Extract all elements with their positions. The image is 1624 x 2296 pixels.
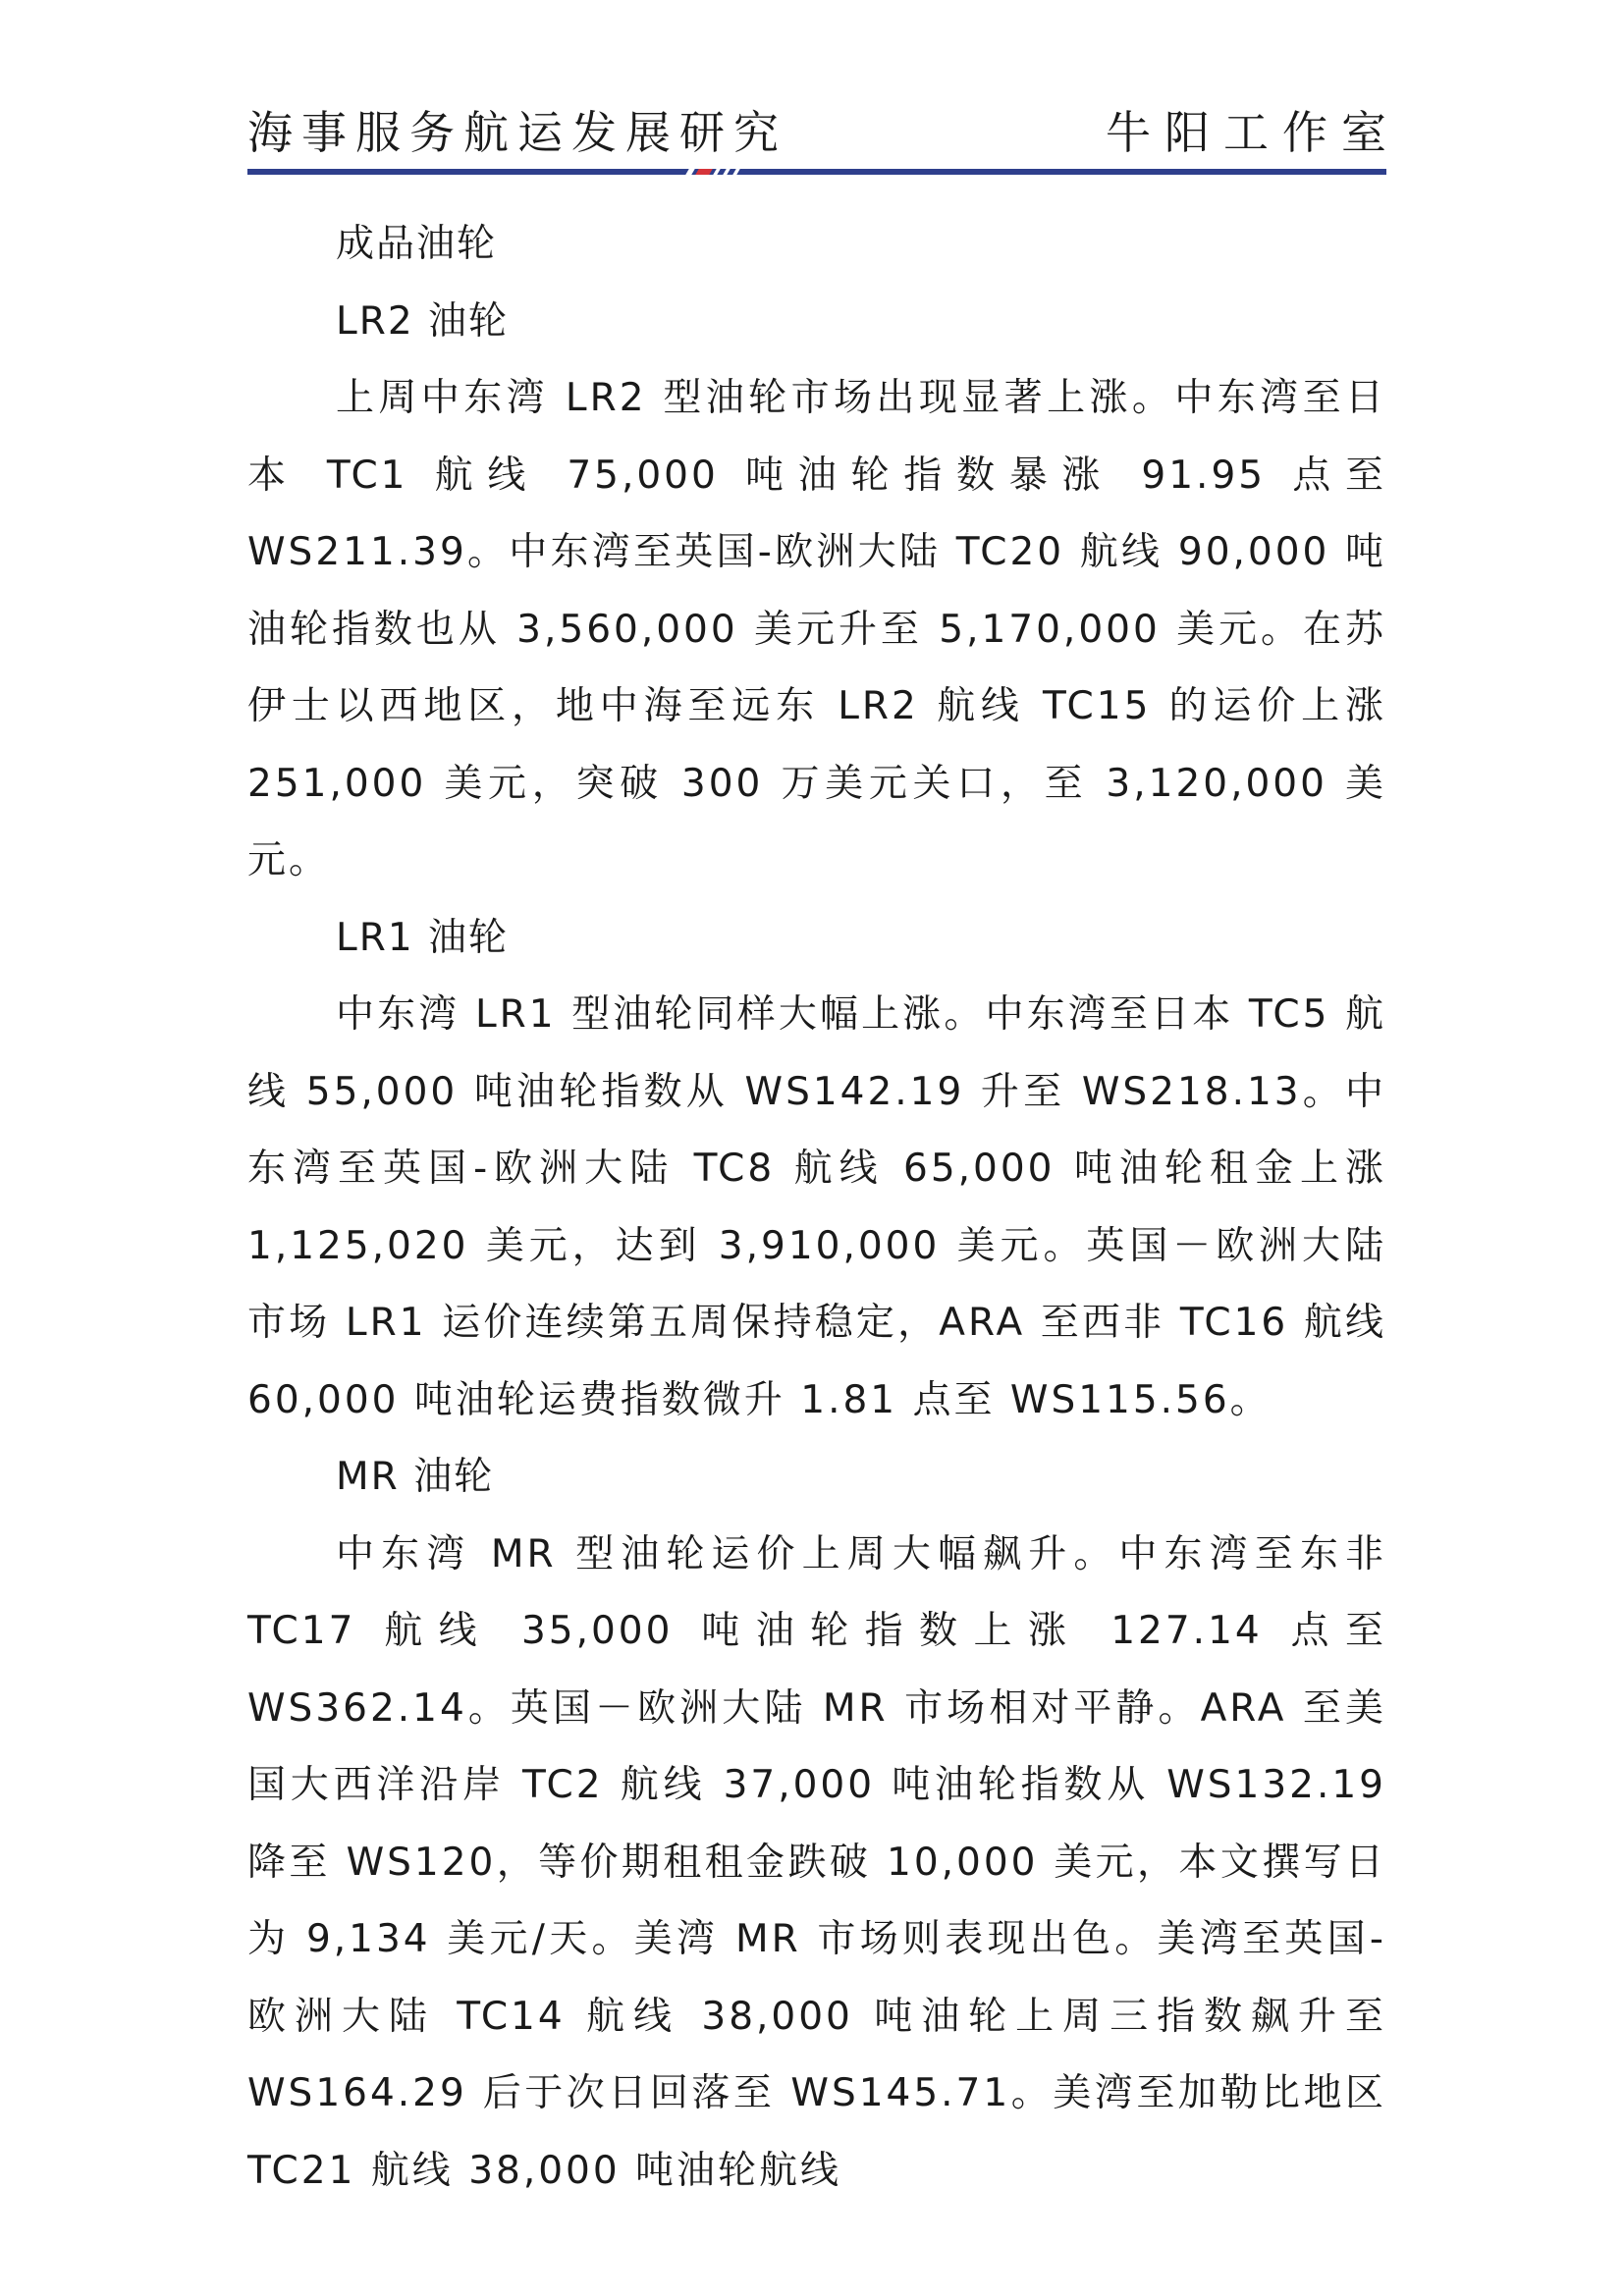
header-title: 海事服务航运发展研究 bbox=[247, 106, 787, 159]
lr2-heading: LR2 油轮 bbox=[336, 298, 510, 344]
header-studio-name: 牛阳工作室 bbox=[1106, 106, 1400, 159]
lr1-heading: LR1 油轮 bbox=[336, 915, 510, 960]
header-rule-bar bbox=[247, 169, 1386, 175]
header-rule bbox=[247, 169, 1386, 177]
mr-paragraph: 中东湾 MR 型油轮运价上周大幅飙升。中东湾至东非 TC17 航线 35,000 吨油轮指数上涨 127.14 点至 WS362.14。英国－欧洲大陆 MR 市场相对平静。ARA 至美国大西洋沿岸 TC2 航线 37,000 吨油轮指数从 WS132.19 降至 WS120，等价期租租金跌破 10,000 美元，本文撰写日为 9,134 美元/天。美湾 MR 市场则表现出色。美湾至英国-欧洲大陆 TC14 航线 38,000 吨油轮上周三指数飙升至 WS164.29 后于次日回落至 WS145.71。美湾至加勒比地区 TC21 航线 38,000 吨油轮航线 bbox=[247, 1531, 1386, 2193]
section-title: 成品油轮 bbox=[336, 222, 498, 266]
lr2-paragraph: 上周中东湾 LR2 型油轮市场出现显著上涨。中东湾至日本 TC1 航线 75,000 吨油轮指数暴涨 91.95 点至 WS211.39。中东湾至英国-欧洲大陆 TC20 航线 90,000 吨油轮指数也从 3,560,000 美元升至 5,170,000 美元。在苏伊士以西地区，地中海至远东 LR2 航线 TC15 的运价上涨 251,000 美元，突破 300 万美元关口，至 3,120,000 美元。 bbox=[247, 376, 1386, 882]
document-body bbox=[247, 206, 1386, 2210]
lr1-paragraph: 中东湾 LR1 型油轮同样大幅上涨。中东湾至日本 TC5 航线 55,000 吨油轮指数从 WS142.19 升至 WS218.13。中东湾至英国-欧洲大陆 TC8 航线 65,000 吨油轮租金上涨 1,125,020 美元，达到 3,910,000 美元。英国－欧洲大陆市场 LR1 运价连续第五周保持稳定，ARA 至西非 TC16 航线 60,000 吨油轮运费指数微升 1.81 点至 WS115.56。 bbox=[247, 992, 1386, 1422]
page-header bbox=[247, 98, 1400, 167]
mr-heading: MR 油轮 bbox=[336, 1455, 495, 1499]
